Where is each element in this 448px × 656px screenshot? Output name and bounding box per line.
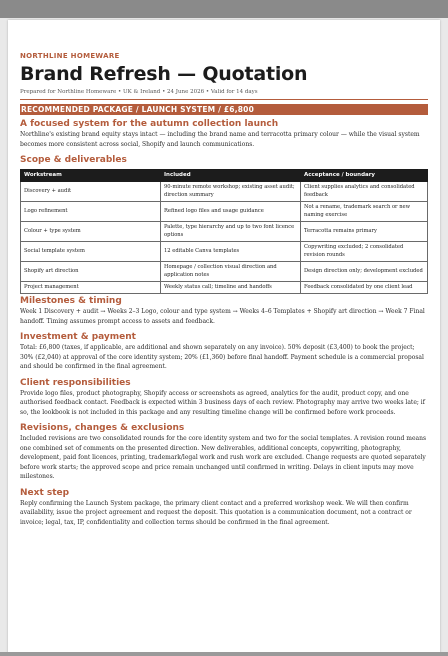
table-cell: Social template system xyxy=(21,242,161,262)
table-cell: Client supplies analytics and consolidated feedback xyxy=(301,182,428,202)
table-cell: Discovery + audit xyxy=(21,182,161,202)
table-cell: Project management xyxy=(21,282,161,294)
column-header-included: Included xyxy=(161,170,301,182)
column-header-workstream: Workstream xyxy=(21,170,161,182)
viewer-bottom-bar xyxy=(0,652,448,656)
investment-body: Total: £6,800 (taxes, if applicable, are additional and shown separately on any invoice). 50% deposit (£3,400) to book the project; 30% (£2,040) at approval of the core identity system; 20% (£1,360) before final handoff. Payment schedule is a commercial proposal and should be confirmed in the final agreement. xyxy=(20,344,424,371)
investment-heading: Investment & payment xyxy=(20,332,136,343)
table-row xyxy=(21,182,428,202)
table-cell: 12 editable Canva templates xyxy=(161,242,301,262)
revisions-body: Included revisions are two consolidated rounds for the core identity system and two for the social templates. A revision round means one combined set of comments on the presented direction. New deliverables, additional concepts, copywriting, photography, development, paid font licences, printing, trademark/legal work and rush work are excluded. Change requests are quoted separately before work starts; the approved scope and price remain unchanged until confirmed in writing. Delays in client inputs may move milestones. xyxy=(20,435,427,481)
table-cell: 90-minute remote workshop; existing asset audit; direction summary xyxy=(161,182,301,202)
intro-body: Northline's existing brand equity stays intact — including the brand name and terracotta primary colour — while the visual system becomes more consistent across social, Shopify and launch communications. xyxy=(20,131,420,148)
table-row xyxy=(21,262,428,282)
table-cell: Refined logo files and usage guidance xyxy=(161,202,301,222)
table-cell: Weekly status call; timeline and handoffs xyxy=(161,282,301,294)
client-responsibilities-body: Provide logo files, product photography, Shopify access or screenshots as agreed, analytics for the audit, product copy, and one authorised feedback contact. Feedback is expected within 3 business days of each review. Photography may arrive two weeks late; if so, the lookbook is not included in this package and any resulting timeline change will be confirmed before work proceeds. xyxy=(20,389,425,416)
viewer-top-bar xyxy=(0,0,448,18)
table-row xyxy=(21,282,428,294)
document-meta: Prepared for Northline Homeware • UK & Ireland • 24 June 2026 • Valid for 14 days xyxy=(20,89,258,95)
package-banner: RECOMMENDED PACKAGE / LAUNCH SYSTEM / £6,800 xyxy=(20,104,428,115)
table-cell: Copywriting excluded; 2 consolidated revision rounds xyxy=(301,242,428,262)
table-cell: Not a rename, trademark search or new naming exercise xyxy=(301,202,428,222)
table-cell: Design direction only; development excluded xyxy=(301,262,428,282)
scope-heading: Scope & deliverables xyxy=(20,155,127,166)
page-content xyxy=(20,52,428,527)
table-row xyxy=(21,222,428,242)
next-step-heading: Next step xyxy=(20,487,70,498)
next-step-body: Reply confirming the Launch System package, the primary client contact and a preferred workshop week. We will then confirm availability, issue the project agreement and request the deposit. This quotation is a communication document, not a contract or invoice; legal, tax, IP, confidentiality and collection terms should be confirmed in the final agreement. xyxy=(20,499,412,526)
table-cell: Terracotta remains primary xyxy=(301,222,428,242)
milestones-heading: Milestones & timing xyxy=(20,296,122,307)
header-divider xyxy=(20,99,428,100)
table-cell: Palette, type hierarchy and up to two font licence options xyxy=(161,222,301,242)
quotation-page xyxy=(8,20,440,656)
brand-name: NORTHLINE HOMEWARE xyxy=(20,52,120,60)
table-row xyxy=(21,242,428,262)
table-row xyxy=(21,202,428,222)
intro-heading: A focused system for the autumn collection launch xyxy=(20,119,279,130)
table-cell: Feedback consolidated by one client lead xyxy=(301,282,428,294)
column-header-acceptance: Acceptance / boundary xyxy=(301,170,428,182)
milestones-body: Week 1 Discovery + audit → Weeks 2–3 Logo, colour and type system → Weeks 4–6 Templates + Shopify art direction → Week 7 Final handoff. Timing assumes prompt access to assets and feedback. xyxy=(20,308,425,325)
revisions-heading: Revisions, changes & exclusions xyxy=(20,423,185,434)
scope-table-header xyxy=(21,170,428,182)
table-cell: Homepage / collection visual direction and application notes xyxy=(161,262,301,282)
scope-table xyxy=(20,169,428,294)
client-responsibilities-heading: Client responsibilities xyxy=(20,377,131,388)
table-cell: Logo refinement xyxy=(21,202,161,222)
document-title: Brand Refresh — Quotation xyxy=(20,63,308,85)
table-cell: Colour + type system xyxy=(21,222,161,242)
table-cell: Shopify art direction xyxy=(21,262,161,282)
